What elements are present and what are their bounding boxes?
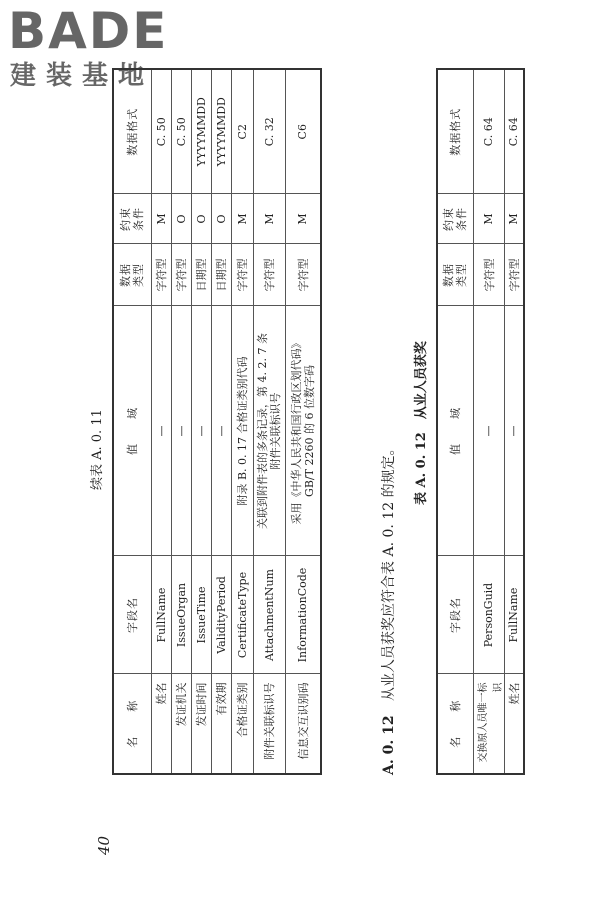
cell-name: 发证机关 [171,674,191,774]
table-row [151,69,171,774]
cell-name: 姓名 [151,674,171,774]
cell-name: 发证时间 [191,674,211,774]
cell-domain: 关联到附件表的多条记录，第 4. 2. 7 条 附件关联标识号 [253,306,285,556]
section-number: A. 0. 12 [381,715,397,775]
cell-format: C. 64 [473,69,504,194]
table-row [171,69,191,774]
cell-name: 有效期 [211,674,231,774]
cell-domain: — [171,306,191,556]
cell-field: AttachmentNum [253,556,285,674]
table-row [504,69,524,774]
col-header-name: 名 称 [113,674,151,774]
cell-domain: — [504,306,524,556]
col-header-format: 数据格式 [113,69,151,194]
cell-name: 信息交互识别码 [285,674,321,774]
cell-dtype: 日期型 [191,244,211,306]
table2-caption: 表 A. 0. 12 从业人员获奖 [414,341,429,505]
cell-constraint: M [504,194,524,244]
cell-format: C. 50 [151,69,171,194]
col-header-dtype: 数据 类型 [113,244,151,306]
col-header-field: 字段名 [437,556,473,674]
section-text: 从业人员获奖应符合表 A. 0. 12 的规定。 [381,441,397,701]
cell-constraint: O [211,194,231,244]
cell-field: PersonGuid [473,556,504,674]
cell-constraint: O [171,194,191,244]
cell-field: CertificateType [231,556,253,674]
table-row [191,69,211,774]
col-header-format: 数据格式 [437,69,473,194]
table-row [231,69,253,774]
table-header-row [113,69,151,774]
table-row [285,69,321,774]
table-row [473,69,504,774]
cell-name: 附件关联标识号 [253,674,285,774]
cell-dtype: 字符型 [285,244,321,306]
table-row [211,69,231,774]
table-a011-continued [112,68,322,775]
logo-wordmark: BADE [8,2,169,60]
cell-dtype: 字符型 [171,244,191,306]
cell-format: C. 50 [171,69,191,194]
cell-field: IssueTime [191,556,211,674]
cell-domain: — [473,306,504,556]
cell-field: InformationCode [285,556,321,674]
col-header-domain: 值 域 [113,306,151,556]
cell-field: FullName [151,556,171,674]
cell-dtype: 字符型 [231,244,253,306]
table-row [253,69,285,774]
cell-field: FullName [504,556,524,674]
cell-domain: 采用《中华人民共和国行政区划代码》 GB/T 2260 的 6 位数字码 [285,306,321,556]
cell-name: 合格证类别 [231,674,253,774]
col-header-domain: 值 域 [437,306,473,556]
cell-field: ValidityPeriod [211,556,231,674]
cell-name: 姓名 [504,674,524,774]
cell-domain: — [191,306,211,556]
cell-domain: — [151,306,171,556]
table-a012 [436,68,525,775]
cell-format: YYYYMMDD [211,69,231,194]
cell-constraint: M [285,194,321,244]
cell-constraint: O [191,194,211,244]
cell-dtype: 字符型 [253,244,285,306]
table-header-row [437,69,473,774]
table-caption-continued: 续表 A. 0. 11 [90,409,105,490]
logo-subtitle: 建装基地 [10,61,155,91]
page-number: 40 [95,835,113,855]
cell-constraint: M [253,194,285,244]
cell-dtype: 日期型 [211,244,231,306]
cell-name: 交换原人员唯一标识 [473,674,504,774]
cell-constraint: M [473,194,504,244]
col-header-constraint: 约束 条件 [437,194,473,244]
cell-domain: 附录 B. 0. 17 合格证类别代码 [231,306,253,556]
col-header-dtype: 数据 类型 [437,244,473,306]
cell-format: C2 [231,69,253,194]
cell-dtype: 字符型 [151,244,171,306]
cell-domain: — [211,306,231,556]
cell-format: YYYYMMDD [191,69,211,194]
cell-format: C. 64 [504,69,524,194]
cell-format: C6 [285,69,321,194]
col-header-name: 名 称 [437,674,473,774]
cell-constraint: M [231,194,253,244]
cell-constraint: M [151,194,171,244]
cell-field: IssueOrgan [171,556,191,674]
cell-format: C. 32 [253,69,285,194]
col-header-field: 字段名 [113,556,151,674]
cell-dtype: 字符型 [504,244,524,306]
cell-dtype: 字符型 [473,244,504,306]
col-header-constraint: 约束 条件 [113,194,151,244]
section-heading [378,441,398,775]
